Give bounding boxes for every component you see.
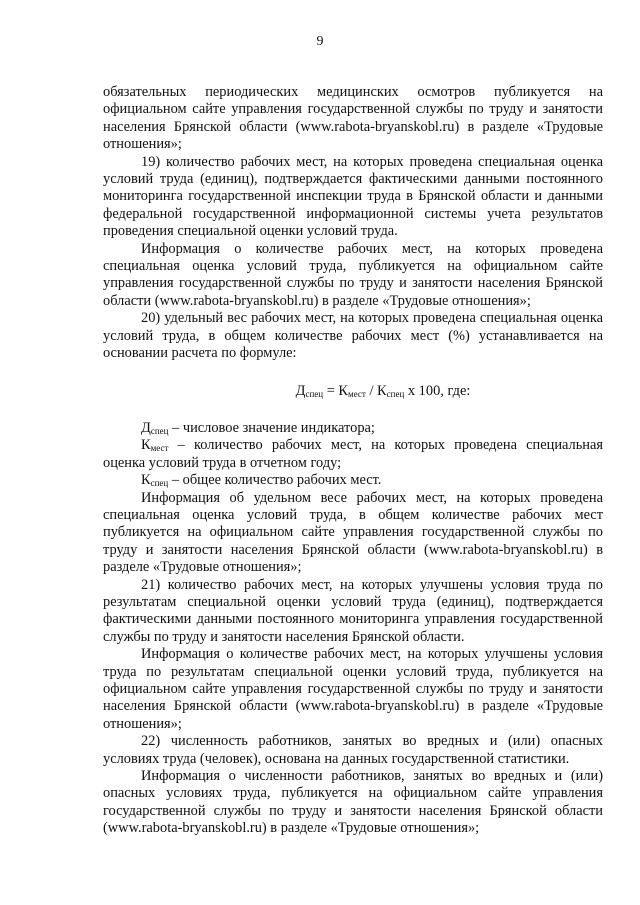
paragraph-info-21: Информация о количестве рабочих мест, на которых улучшены условия труда по результатам специальной оценки условий труда, публикуется на официальном сайте управления государственной службы по труду и занятости населения Брянской области (www.rabota-bryanskobl.ru) в разделе «Трудовые отношения»;	[103, 646, 603, 732]
document-body	[103, 84, 603, 838]
paragraph-item-19: 19) количество рабочих мест, на которых проведена специальная оценка условий труда (единиц), подтверждается фактическими данными постоянного мониторинга государственной инспекции труда в Брянской области и данными федеральной государственной информационной системы учета результатов проведения специальной оценки условий труда.	[103, 153, 603, 240]
formula-eq: = К	[323, 382, 349, 399]
paragraph-item-21: 21) количество рабочих мест, на которых улучшены условия труда по результатам специальной оценки условий труда (единиц), подтверждается фактическими данными постоянного мониторинга управления государственной службы по труду и занятости населения Брянской области.	[103, 576, 603, 645]
definition-d-spec	[103, 420, 603, 437]
definition-text: – общее количество рабочих мест.	[168, 472, 382, 489]
formula-k1-sub: мест	[348, 388, 366, 399]
formula-div: / К	[365, 382, 387, 399]
formula-tail: х 100, где:	[404, 382, 471, 399]
formula-lhs-sub: спец	[305, 388, 324, 399]
definition-k-spec	[103, 472, 603, 489]
formula-lhs: Д	[295, 382, 306, 399]
paragraph-continuation: обязательных периодических медицинских осмотров публикуется на официальном сайте управления государственной службы по труду и занятости населения Брянской области (www.rabota-bryanskobl.ru) в разделе «Трудовые отношения»;	[103, 84, 603, 153]
definition-symbol: К	[141, 437, 151, 454]
paragraph-info-20: Информация об удельном весе рабочих мест, на которых проведена специальная оценка условий труда, в общем количестве рабочих мест публикуется на официальном сайте управления государственной службы по труду и занятости населения Брянской области (www.rabota-bryanskobl.ru) в разделе «Трудовые отношения»;	[103, 489, 603, 576]
formula-k2-sub: спец	[386, 388, 405, 399]
definition-sub: спец	[150, 425, 169, 436]
definition-k-mest	[103, 437, 603, 472]
page-number: 9	[316, 34, 324, 49]
paragraph-item-20: 20) удельный вес рабочих мест, на которых проведена специальная оценка условий труда, в общем количестве рабочих мест (%) устанавливается на основании расчета по формуле:	[103, 310, 603, 362]
definition-text: – числовое значение индикатора;	[168, 419, 375, 436]
paragraph-info-19: Информация о количестве рабочих мест, на которых проведена специальная оценка условий труда, публикуется на официальном сайте управления государственной службы по труду и занятости населения Брянской области (www.rabota-bryanskobl.ru) в разделе «Трудовые отношения»;	[103, 240, 603, 309]
definition-sub: мест	[150, 443, 169, 454]
definition-text: – количество рабочих мест, на которых проведена специальная оценка условий труда в отчетном году;	[103, 437, 603, 471]
definition-symbol: К	[141, 472, 151, 489]
definition-sub: спец	[150, 478, 169, 489]
paragraph-info-22: Информация о численности работников, занятых во вредных и (или) опасных условиях труда, публикуется на официальном сайте управления государственной службы по труду и занятости населения Брянской области (www.rabota-bryanskobl.ru) в разделе «Трудовые отношения»;	[103, 768, 603, 837]
formula	[103, 383, 603, 400]
paragraph-item-22: 22) численность работников, занятых во вредных и (или) опасных условиях труда (человек), основана на данных государственной статистики.	[103, 733, 603, 767]
definition-symbol: Д	[141, 419, 151, 436]
